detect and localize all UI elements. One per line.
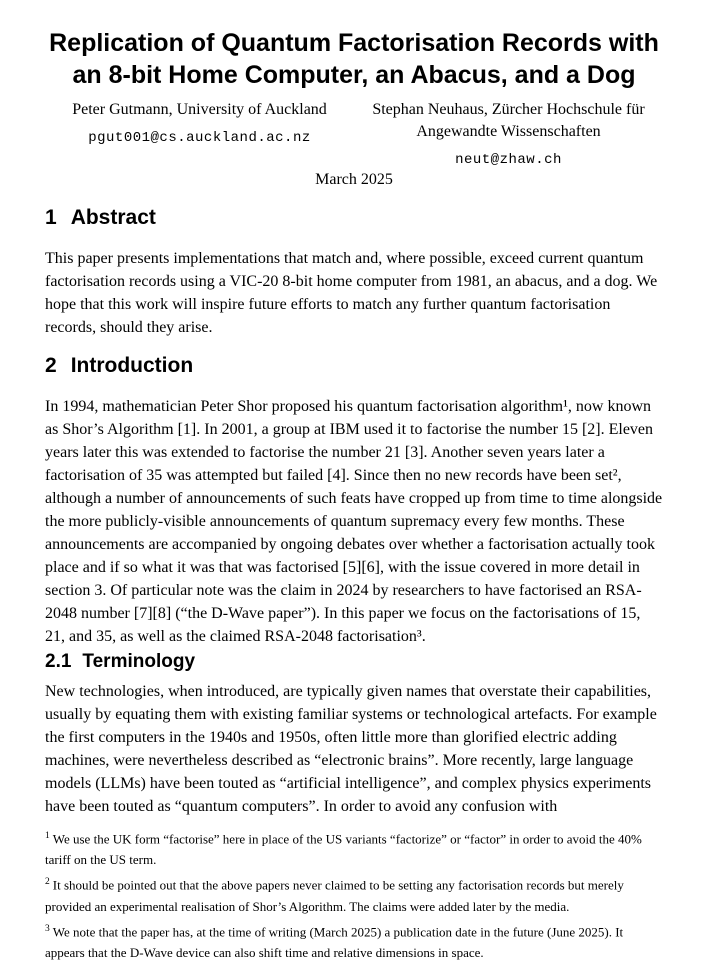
section-introduction-heading	[45, 353, 663, 379]
footnote-1	[45, 826, 663, 870]
footnote-3-marker: 3	[45, 923, 50, 934]
section-introduction-title: Introduction	[70, 354, 194, 377]
footnote-2-marker: 2	[45, 877, 50, 888]
section-introduction	[45, 353, 663, 648]
section-terminology	[45, 650, 663, 818]
footnote-1-text: We use the UK form “factorise” here in place of the US variants “factorize” or “factor” in order to avoid the 40% tariff on the US term.	[45, 831, 642, 868]
terminology-paragraph: New technologies, when introduced, are typically given names that overstate their capabilities, usually by equating them with existing familiar systems or technological artefacts. For example the first computers in the 1940s and 1950s, often little more than glorified electric adding machines, were nevertheless described as “electronic brains”. More recently, large language models (LLMs) have been touted as “artificial intelligence”, and complex physics experiments have been touted as “quantum computers”. In order to avoid any confusion with	[45, 683, 657, 815]
section-abstract-title: Abstract	[70, 206, 156, 229]
paper-date: March 2025	[315, 171, 393, 188]
author-1-name: Peter Gutmann, University of Auckland	[72, 101, 327, 118]
section-abstract-heading	[45, 205, 663, 231]
abstract-paragraph: This paper presents implementations that match and, where possible, exceed current quantum factorisation records using a VIC-20 8-bit home computer from 1981, an abacus, and a dog. We hope that this work will inspire future efforts to match any further quantum factorisation records, should they arise.	[45, 250, 658, 336]
footnote-1-marker: 1	[45, 831, 50, 842]
author-2-email: neut@zhaw.ch	[455, 152, 562, 168]
paper-content	[0, 27, 702, 818]
footnote-2	[45, 872, 663, 916]
section-terminology-title: Terminology	[82, 651, 196, 672]
introduction-paragraph: In 1994, mathematician Peter Shor proposed his quantum factorisation algorithm¹, now known as Shor’s Algorithm [1]. In 2001, a group at IBM used it to factorise the number 15 [2]. Eleven years later this was extended to factorise the number 21 [3]. Another seven years later a factorisation of 35 was attempted but failed [4]. Since then no new records have been set², although a number of announcements of such feats have cropped up from time to time alongside the more publicly-visible announcements of quantum supremacy every few months. These announcements are accompanied by ongoing debates over whether a factorisation actually took place and if so what it was that was factorised [5][6], with the issue covered in more detail in section 3. Of particular note was the claim in 2024 by researchers to have factorised an RSA-2048 number [7][8] (“the D-Wave paper”). In this paper we focus on the factorisations of 15, 21, and 35, as well as the claimed RSA-2048 factorisation³.	[45, 398, 663, 645]
footnote-3-text: We note that the paper has, at the time of writing (March 2025) a publication date in the future (June 2025). It appears that the D-Wave device can also shift time and relative dimensions in space.	[45, 924, 624, 960]
footnote-3	[45, 919, 663, 963]
footnote-2-text: It should be pointed out that the above papers never claimed to be setting any factorisation records but merely provided an experimental realisation of Shor’s Algorithm. The claims were added later by the media.	[45, 877, 624, 914]
author-2	[354, 99, 663, 169]
section-abstract	[45, 205, 663, 339]
footnotes	[45, 826, 663, 963]
author-2-name: Stephan Neuhaus, Zürcher Hochschule für Angewandte Wissenschaften	[372, 101, 645, 140]
section-abstract-number: 1	[45, 206, 57, 229]
paper-title: Replication of Quantum Factorisation Records with an 8-bit Home Computer, an Abacus, and a Dog	[49, 29, 659, 89]
author-1-email: pgut001@cs.auckland.ac.nz	[88, 130, 311, 146]
section-introduction-number: 2	[45, 354, 57, 377]
author-block	[45, 99, 663, 169]
author-1	[45, 99, 354, 169]
section-terminology-heading	[45, 650, 663, 674]
section-terminology-number: 2.1	[45, 651, 72, 672]
